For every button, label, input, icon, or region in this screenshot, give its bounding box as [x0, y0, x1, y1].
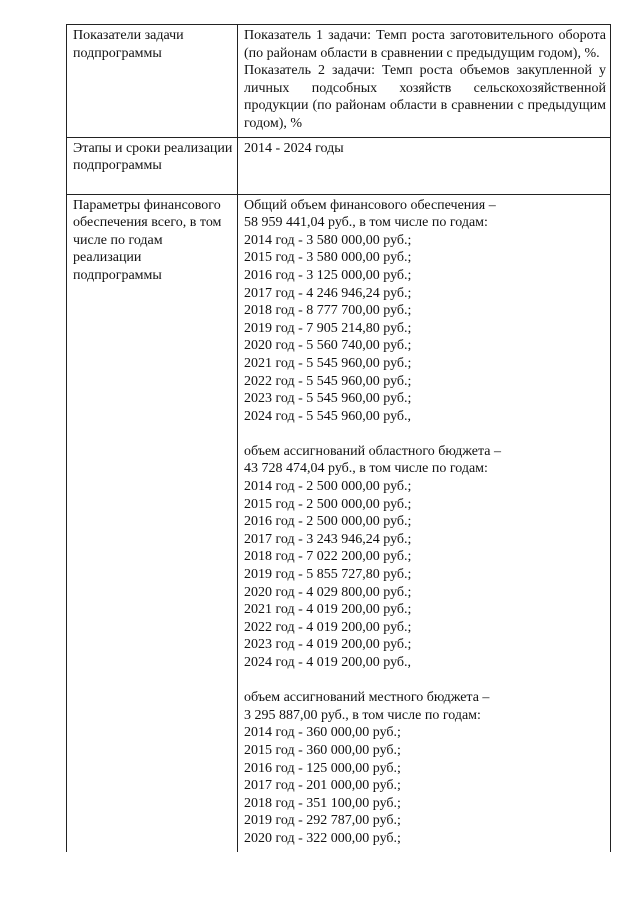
- subprogram-passport-table: [66, 24, 611, 852]
- year-line: 2019 год - 5 855 727,80 руб.;: [244, 567, 412, 583]
- year-line: 2020 год - 322 000,00 руб.;: [244, 830, 401, 846]
- indicator-2-text: Показатель 2 задачи: Темп роста объемов закупленной у личных подсобных хозяйств сельскохозяйственной продукции (по районам области в сравнении с предыдущим годом), %: [244, 63, 606, 131]
- row-label-cell: [67, 194, 238, 851]
- year-line: 2015 год - 360 000,00 руб.;: [244, 742, 401, 758]
- regional-budget-amount: 43 728 474,04 руб., в том числе по годам:: [244, 461, 488, 477]
- year-line: 2019 год - 292 787,00 руб.;: [244, 813, 401, 829]
- spacer: [244, 425, 606, 443]
- financing-cell: [238, 194, 611, 851]
- year-line: 2017 год - 3 243 946,24 руб.;: [244, 531, 412, 547]
- year-line: 2017 год - 4 246 946,24 руб.;: [244, 285, 412, 301]
- year-line: 2016 год - 125 000,00 руб.;: [244, 760, 401, 776]
- year-line: 2024 год - 4 019 200,00 руб.,: [244, 655, 412, 670]
- year-line: 2017 год - 201 000,00 руб.;: [244, 778, 401, 794]
- spacer: [244, 672, 606, 690]
- regional-budget-header: объем ассигнований областного бюджета –: [244, 443, 501, 459]
- year-line: 2015 год - 3 580 000,00 руб.;: [244, 250, 412, 266]
- year-line: 2018 год - 7 022 200,00 руб.;: [244, 549, 412, 565]
- year-line: 2018 год - 8 777 700,00 руб.;: [244, 303, 412, 319]
- year-line: 2014 год - 3 580 000,00 руб.;: [244, 232, 412, 248]
- row-value-cell: [238, 25, 611, 138]
- table-row: [67, 194, 611, 851]
- year-line: 2020 год - 4 029 800,00 руб.;: [244, 584, 412, 600]
- year-line: 2022 год - 4 019 200,00 руб.;: [244, 619, 412, 635]
- year-line: 2022 год - 5 545 960,00 руб.;: [244, 373, 412, 389]
- year-line: 2015 год - 2 500 000,00 руб.;: [244, 496, 412, 512]
- indicator-1-text: Показатель 1 задачи: Темп роста заготовительного оборота (по районам области в сравнении с предыдущим годом), %.: [244, 28, 606, 61]
- year-line: 2019 год - 7 905 214,80 руб.;: [244, 320, 412, 336]
- table-row: [67, 25, 611, 138]
- local-budget-header: объем ассигнований местного бюджета –: [244, 690, 490, 706]
- local-budget-amount: 3 295 887,00 руб., в том числе по годам:: [244, 707, 481, 723]
- total-financing-header: Общий объем финансового обеспечения –: [244, 197, 496, 213]
- regional-years-list: [244, 478, 606, 672]
- year-line: 2021 год - 4 019 200,00 руб.;: [244, 602, 412, 618]
- local-years-list: [244, 724, 606, 847]
- row-label-cell: [67, 25, 238, 138]
- row-label: Этапы и сроки реализации подпрограммы: [73, 140, 233, 174]
- row-label: Параметры финансового обеспечения всего, в том числе по годам реализации подпрограммы: [73, 197, 222, 283]
- year-line: 2021 год - 5 545 960,00 руб.;: [244, 355, 412, 371]
- year-line: 2023 год - 5 545 960,00 руб.;: [244, 391, 412, 407]
- row-label: Показатели задачи подпрограммы: [73, 28, 184, 61]
- period-value: 2014 - 2024 годы: [244, 140, 344, 156]
- year-line: 2014 год - 2 500 000,00 руб.;: [244, 479, 412, 495]
- total-years-list: [244, 232, 606, 426]
- year-line: 2014 год - 360 000,00 руб.;: [244, 725, 401, 741]
- year-line: 2023 год - 4 019 200,00 руб.;: [244, 637, 412, 653]
- year-line: 2016 год - 3 125 000,00 руб.;: [244, 267, 412, 283]
- total-financing-amount: 58 959 441,04 руб., в том числе по годам:: [244, 215, 488, 231]
- year-line: 2018 год - 351 100,00 руб.;: [244, 795, 401, 811]
- year-line: 2016 год - 2 500 000,00 руб.;: [244, 514, 412, 530]
- table-row: [67, 137, 611, 194]
- year-line: 2020 год - 5 560 740,00 руб.;: [244, 338, 412, 354]
- year-line: 2024 год - 5 545 960,00 руб.,: [244, 408, 412, 424]
- row-label-cell: [67, 137, 238, 194]
- row-value-cell: [238, 137, 611, 194]
